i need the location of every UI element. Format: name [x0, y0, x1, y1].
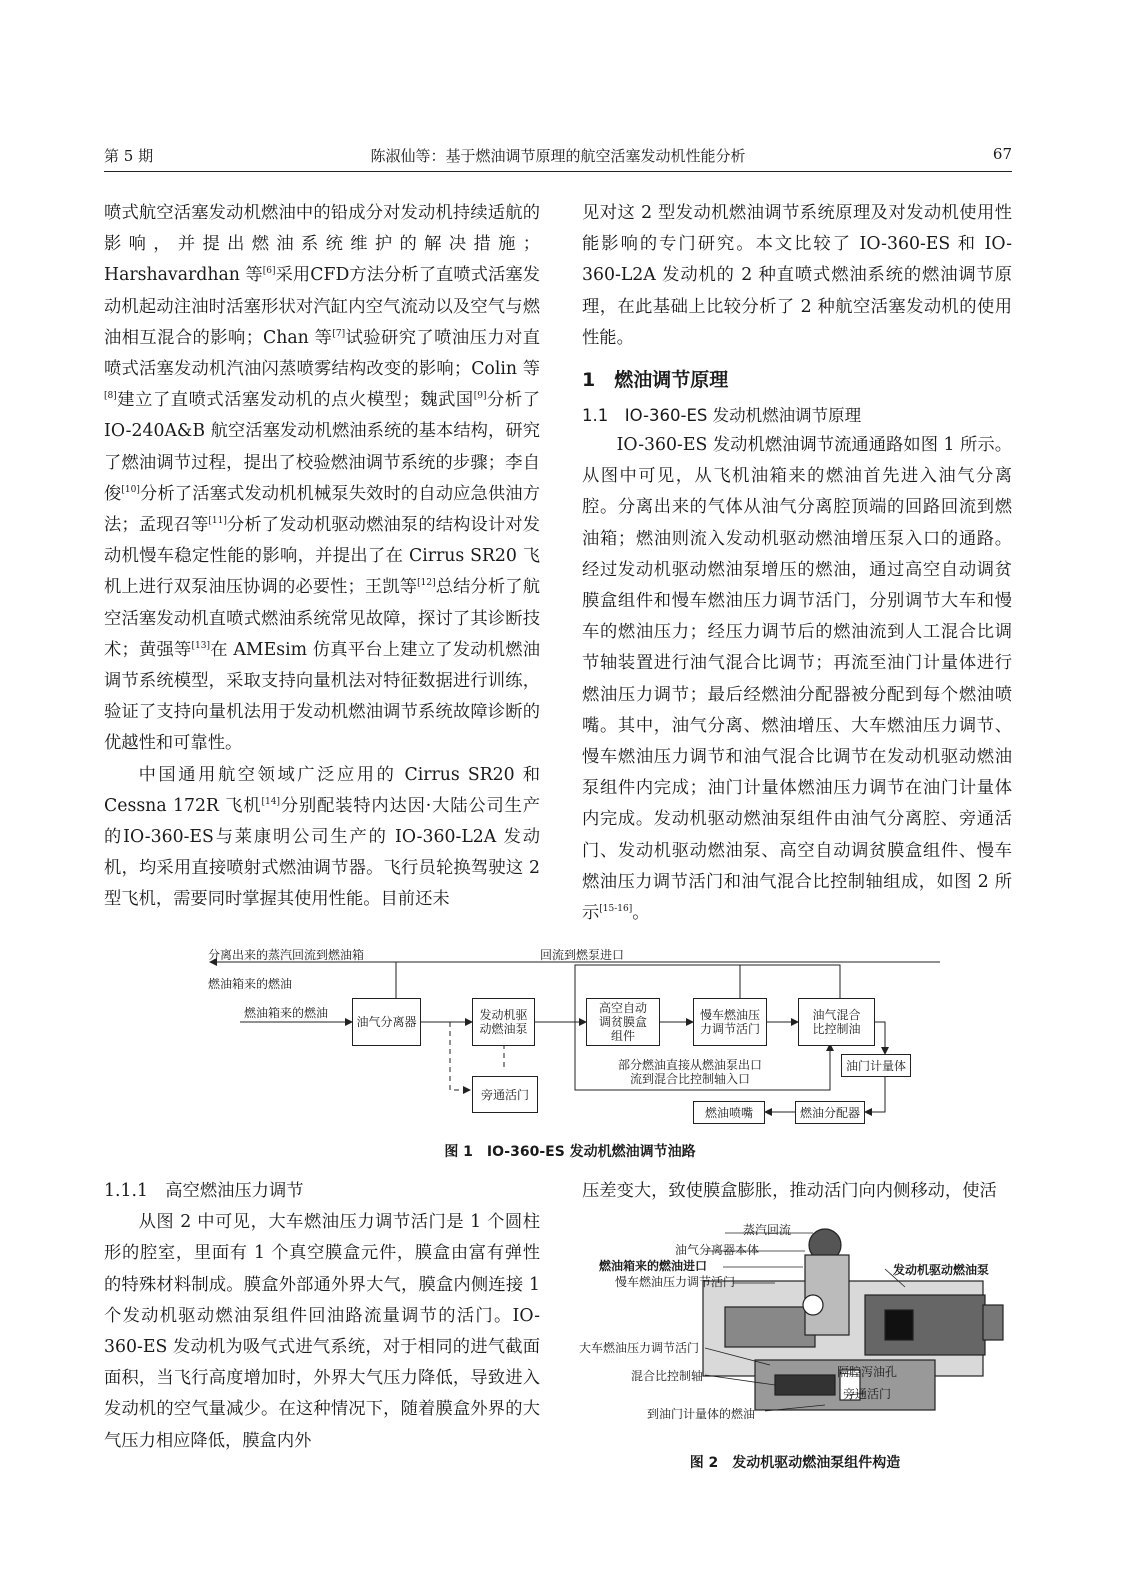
label-drain: 隔腔泻油孔 [837, 1365, 898, 1379]
box-separator: 油气分离器 [352, 998, 421, 1046]
pump-drawing [575, 1215, 1015, 1447]
box-nozzle: 燃油喷嘴 [693, 1101, 765, 1124]
issue-number: 第 5 期 [104, 147, 154, 165]
label-bypass-note-2: 流到混合比控制轴入口 [630, 1072, 751, 1086]
paragraph: 压差变大，致使膜盒膨胀，推动活门向内侧移动，使活 [582, 1181, 997, 1201]
box-throttle: 油门计量体 [841, 1054, 911, 1077]
figure-1-flow-diagram [200, 940, 940, 1135]
running-title: 陈淑仙等：基于燃油调节原理的航空活塞发动机性能分析 [370, 147, 746, 165]
paragraph: 从图 2 中可见，大车燃油压力调节活门是 1 个圆柱形的腔室，里面有 1 个真空膜盒元件，膜盒由富有弹性的特殊材料制成。膜盒外部通外界大气，膜盒内侧连接 1 个发动机驱动燃油泵组件回油路流量调节的活门。IO-360-ES 发动机为吸气式进气系统，对于相同的进气截面面积，当飞行高度增加时，外界大气压力降低，导致进入发动机的空气量减少。在这种情况下，随着膜盒外界的大气压力相应降低，膜盒内外 [104, 1212, 540, 1451]
box-mixture: 油气混合比控制油 [798, 998, 875, 1046]
box-pump: 发动机驱动燃油泵 [472, 998, 535, 1046]
subsection-heading: 1.1 IO-360-ES 发动机燃油调节原理 [582, 406, 862, 426]
left-column [104, 198, 540, 916]
label-fuel-inlet: 燃油箱来的燃油进口 [599, 1259, 708, 1273]
label-bypass: 旁通活门 [843, 1387, 892, 1401]
label-vapor-return: 分离出来的蒸汽回流到燃油箱 [208, 948, 365, 962]
label-to-throttle: 到油门计量体的燃油 [647, 1407, 756, 1421]
box-distributor: 燃油分配器 [795, 1101, 865, 1124]
paragraph: IO-360-ES 发动机燃油调节流通通路如图 1 所示。从图中可见，从飞机油箱来的燃油首先进入油气分离腔。分离出来的气体从油气分离腔顶端的回路回流到燃油箱；燃油则流入发动机驱动燃油增压泵入口的通路。经过发动机驱动燃油泵增压的燃油，通过高空自动调贫膜盒组件和慢车燃油压力调节活门，分别调节大车和慢车的燃油压力；经压力调节后的燃油流到人工混合比调节轴装置进行油气混合比调节；再流至油门计量体进行燃油压力调节；最后经燃油分配器被分配到每个燃油喷嘴。其中，油气分离、燃油增压、大车燃油压力调节、慢车燃油压力调节和油气混合比调节在发动机驱动燃油泵组件内完成；油门计量体燃油压力调节在油门计量体内完成。发动机驱动燃油泵组件由油气分离腔、旁通活门、发动机驱动燃油泵、高空自动调贫膜盒组件、慢车燃油压力调节活门和油气混合比控制轴组成，如图 2 所示[15-16]。 [582, 435, 1012, 924]
label-vapor-return: 蒸汽回流 [743, 1223, 792, 1237]
figure-2-caption: 图 2 发动机驱动燃油泵组件构造 [689, 1455, 901, 1471]
paragraph: 中国通用航空领域广泛应用的 Cirrus SR20 和 Cessna 172R 飞机[14]分别配装特内达因·大陆公司生产的IO-360-ES与莱康明公司生产的 IO-360-L2A 发动机，均采用直接喷射式燃油调节器。飞行员轮换驾驶这 2 型飞机，需要同时掌握其使用性能。目前还未 [104, 764, 540, 910]
subsubsection-heading: 1.1.1 高空燃油压力调节 [104, 1181, 304, 1201]
label-full-valve: 大车燃油压力调节活门 [579, 1341, 700, 1355]
label-separator-body: 油气分离器本体 [675, 1243, 760, 1257]
box-aneroid: 高空自动调贫膜盒组件 [586, 998, 660, 1046]
label-engine-pump: 发动机驱动燃油泵 [893, 1263, 990, 1277]
label-idle-valve: 慢车燃油压力调节活门 [615, 1275, 736, 1289]
figure-2-pump-assembly [575, 1215, 1015, 1447]
label-return-pump: 回流到燃泵进口 [540, 948, 625, 962]
section-heading: 1 燃油调节原理 [582, 369, 729, 392]
paragraph: 喷式航空活塞发动机燃油中的铅成分对发动机持续适航的影响，并提出燃油系统维护的解决措施；Harshavardhan 等[6]采用CFD方法分析了直喷式活塞发动机起动注油时活塞形状对汽缸内空气流动以及空气与燃油相互混合的影响；Chan 等[7]试验研究了喷油压力对直喷式活塞发动机汽油闪蒸喷雾结构改变的影响；Colin 等[8]建立了直喷式活塞发动机的点火模型；魏武国[9]分析了 IO-240A&B 航空活塞发动机燃油系统的基本结构，研究了燃油调节过程，提出了校验燃油调节系统的步骤；李自俊[10]分析了活塞式发动机机械泵失效时的自动应急供油方法；孟现召等[11]分析了发动机驱动燃油泵的结构设计对发动机慢车稳定性能的影响，并提出了在 Cirrus SR20 飞机上进行双泵油压协调的必要性；王凯等[12]总结分析了航空活塞发动机直喷式燃油系统常见故障，探讨了其诊断技术；黄强等[13]在 AMEsim 仿真平台上建立了发动机燃油调节系统模型，采取支持向量机法对特征数据进行训练，验证了支持向量机法用于发动机燃油调节系统故障诊断的优越性和可靠性。 [104, 203, 540, 754]
label-mixture-shaft: 混合比控制轴 [631, 1369, 704, 1383]
right-column-lower [582, 1176, 1012, 1207]
box-bypass: 旁通活门 [472, 1076, 538, 1113]
box-idle-valve: 慢车燃油压力调节活门 [693, 998, 767, 1046]
page-number: 67 [992, 145, 1012, 163]
label-from-tank: 燃油箱来的燃油 [208, 977, 293, 991]
right-column [582, 198, 1012, 929]
label-fuel-in: 燃油箱来的燃油 [244, 1006, 329, 1020]
figure-1-caption: 图 1 IO-360-ES 发动机燃油调节油路 [444, 1144, 696, 1160]
running-header [104, 143, 1012, 172]
paragraph: 见对这 2 型发动机燃油调节系统原理及对发动机使用性能影响的专门研究。本文比较了 IO-360-ES 和 IO-360-L2A 发动机的 2 种直喷式燃油系统的燃油调节原理，在此基础上比较分析了 2 种航空活塞发动机的使用性能。 [582, 203, 1012, 348]
left-column-lower [104, 1176, 540, 1457]
label-bypass-note-1: 部分燃油直接从燃油泵出口 [618, 1058, 763, 1072]
